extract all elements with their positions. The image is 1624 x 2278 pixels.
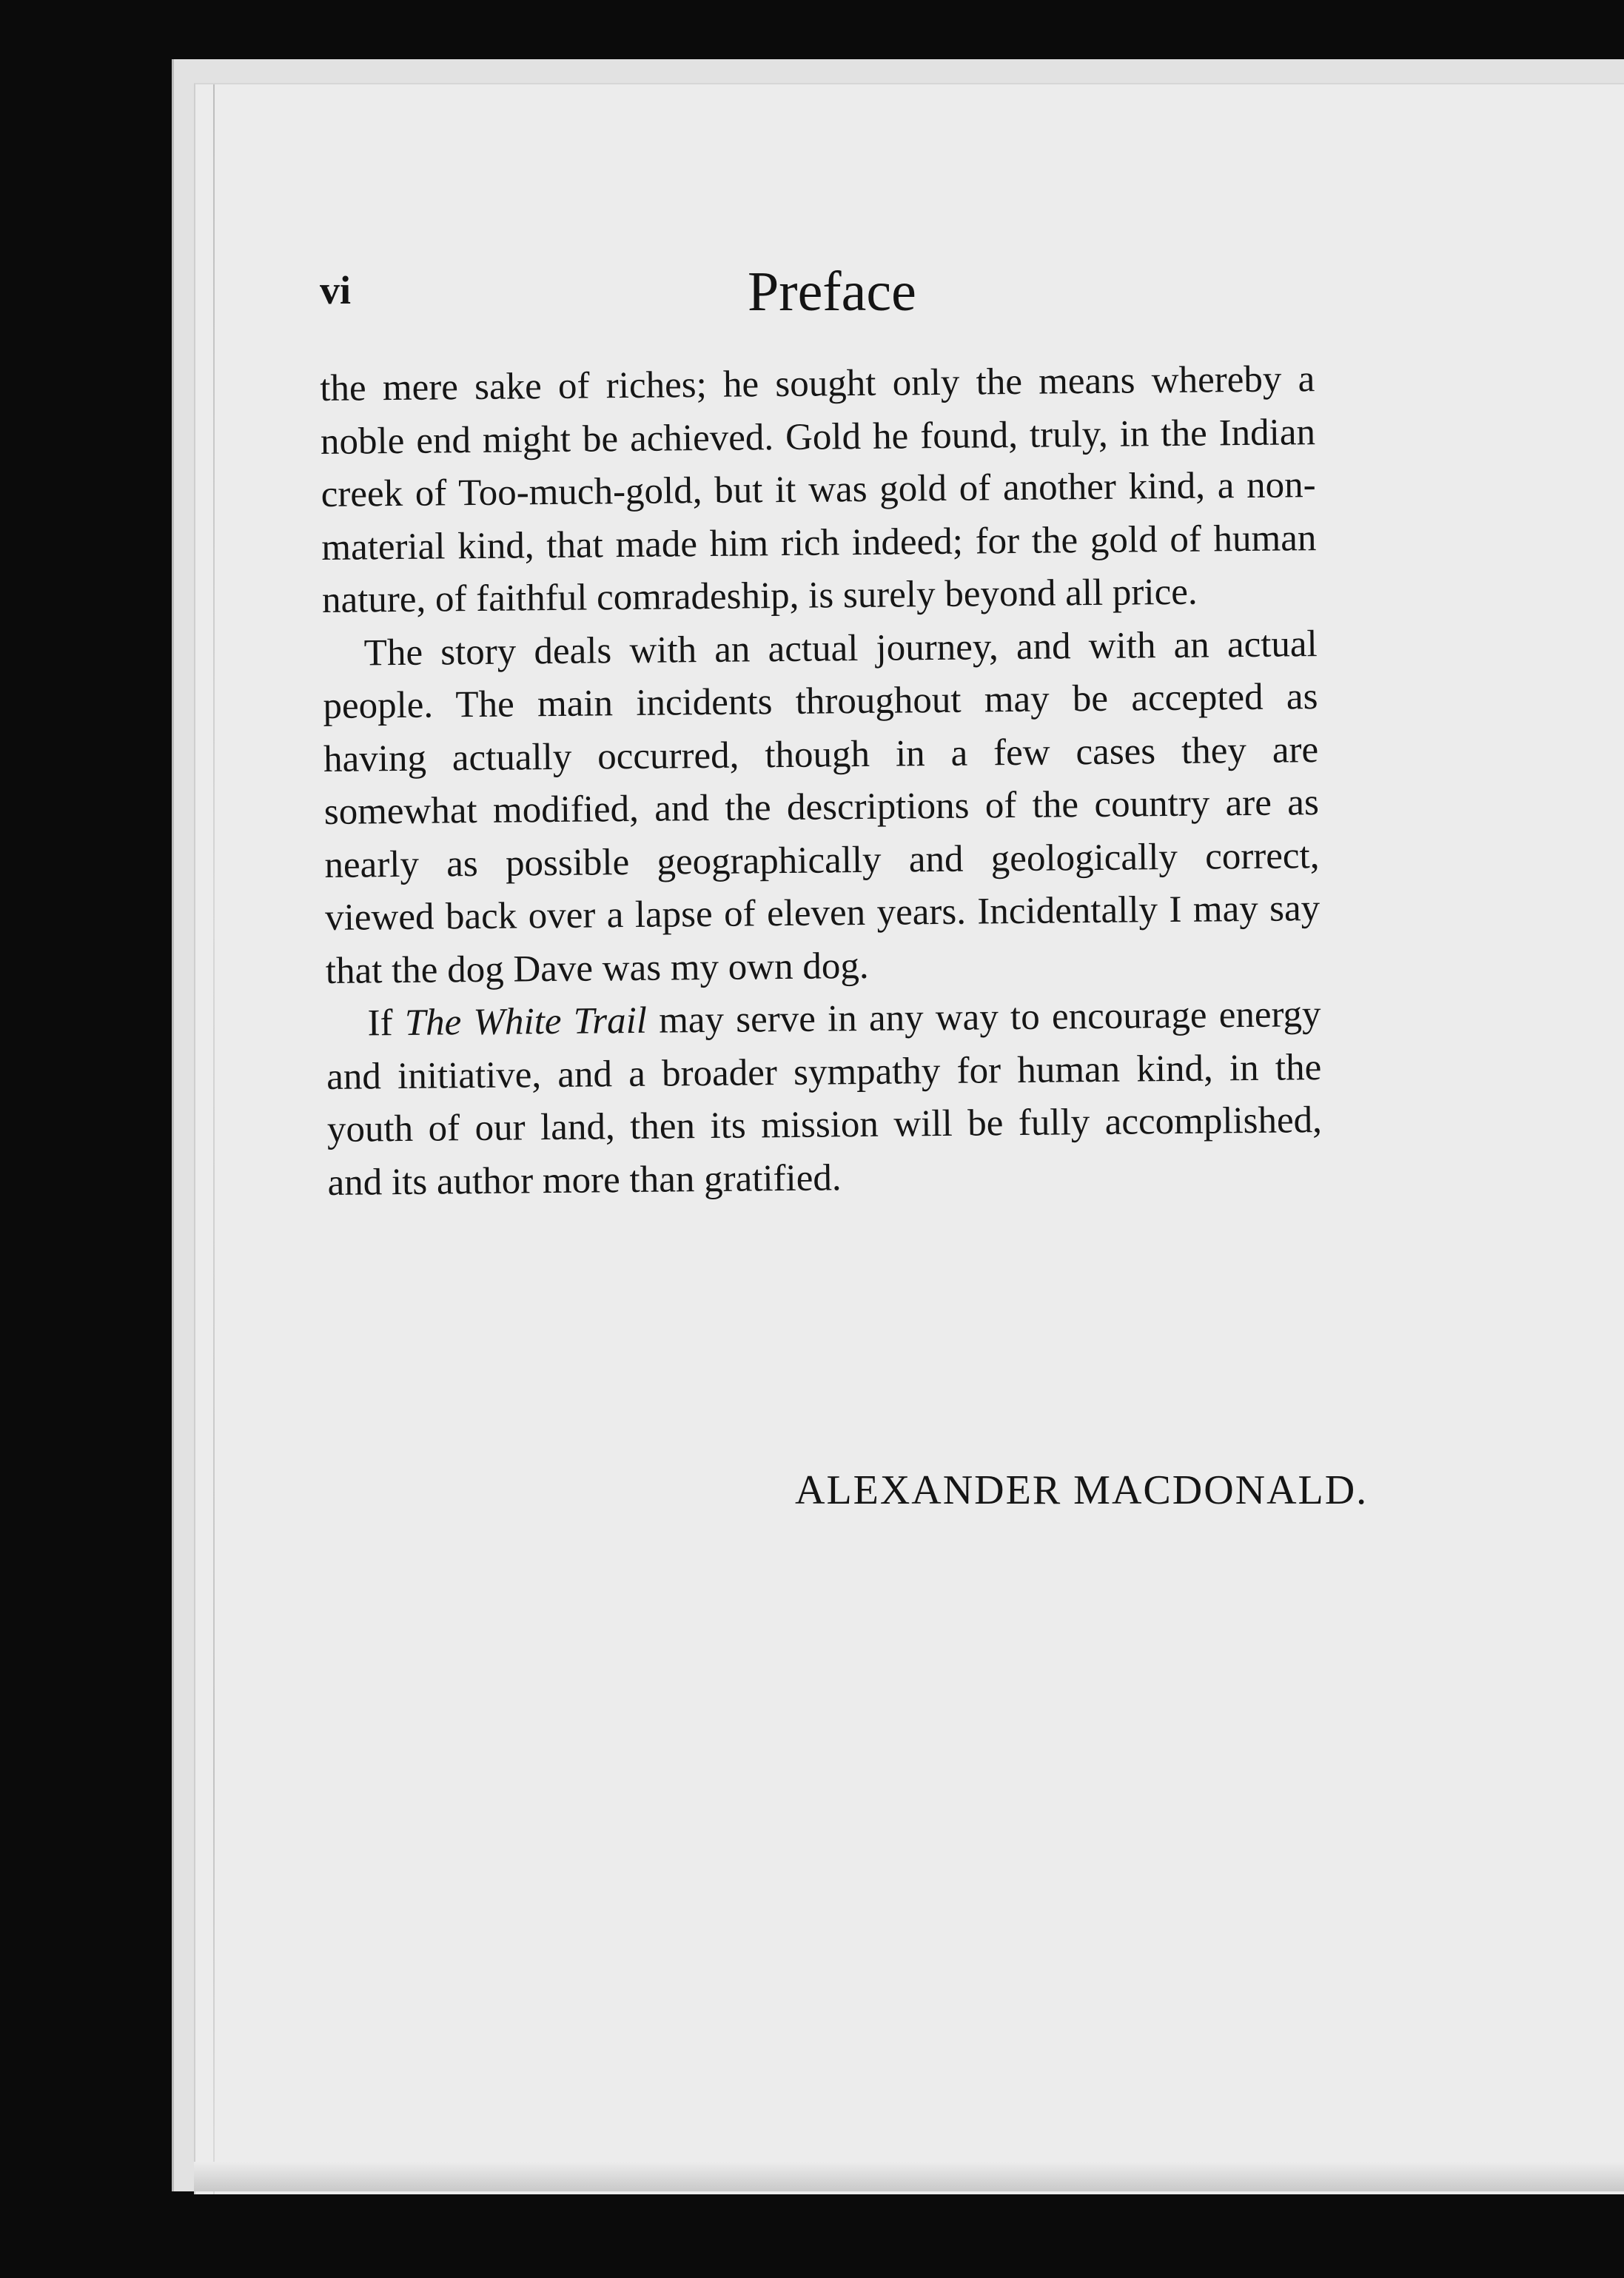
book-title: The White Trail	[404, 999, 648, 1044]
paragraph-1: the mere sake of riches; he sought only the means whereby a noble end might be achieved. Gold he found, truly, in the Indian creek of Too-much-gold, but it was gold of another kind, a non-material kind, that made him rich indeed; for the gold of human nature, of faithful comradeship, is surely beyond all price.	[320, 358, 1317, 621]
paragraph-3-rest: may serve in any way to encourage energy and initiative, and a broader sympathy for human kind, in the youth of our land, then its mission will be fully accomplished, and its author more than gratified.	[326, 994, 1323, 1204]
author-signature: ALEXANDER MACDONALD.	[795, 1467, 1369, 1513]
page-number: vi	[320, 268, 352, 312]
preface-body	[320, 353, 1323, 1210]
paragraph-3	[326, 988, 1323, 1210]
paragraph-2: The story deals with an actual journey, and with an actual people. The main incidents throughout may be accepted as having actually occurred, though in a few cases they are somewhat modified, and the descriptions of the country are as nearly as possible geographically and geologically correct, viewed back over a lapse of eleven years. Incidentally I may say that the dog Dave was my own dog.	[323, 623, 1321, 992]
page-edge	[194, 2162, 1624, 2191]
paragraph-3-lead: If	[367, 1002, 406, 1045]
running-head: Preface	[748, 261, 916, 323]
